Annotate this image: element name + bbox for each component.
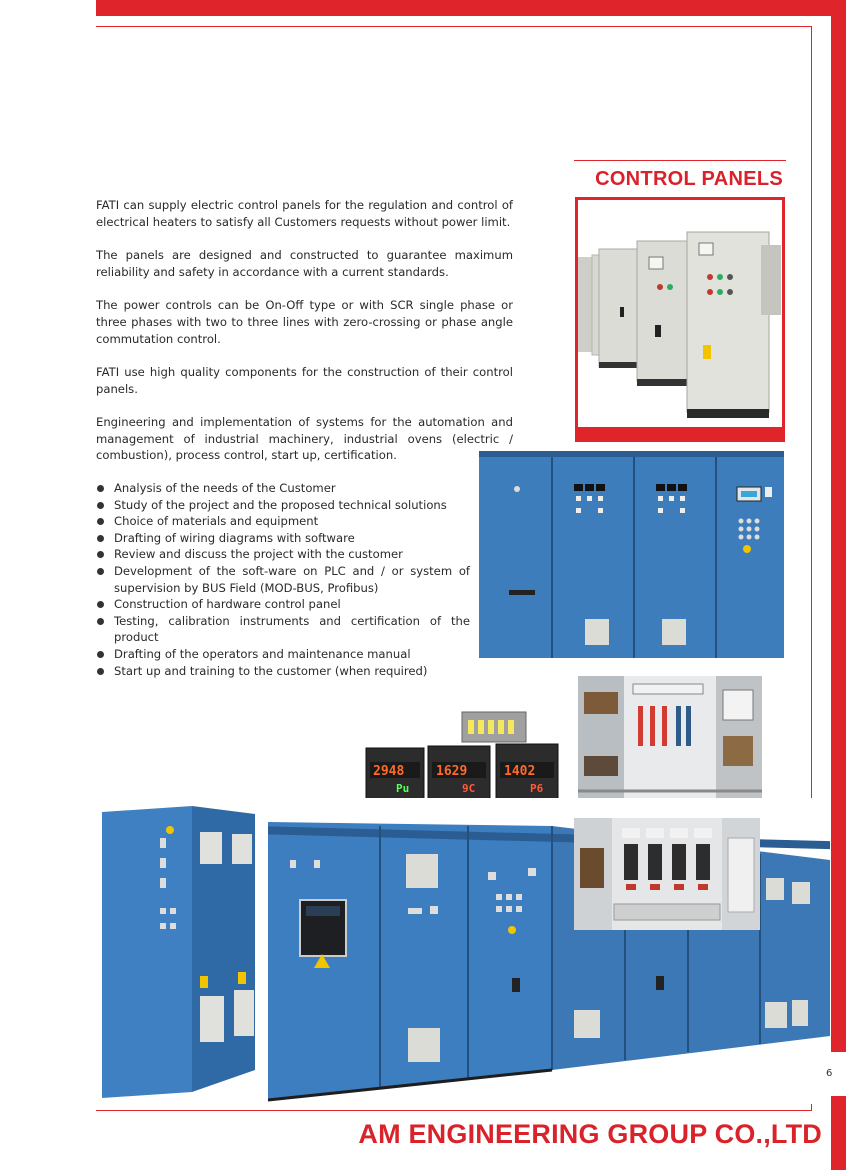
controller-display-bottom: 9C (462, 782, 476, 795)
controller-display-top: 1629 (436, 764, 468, 779)
scr-cabinet-photo (574, 818, 760, 930)
controller-display-top: 1402 (504, 764, 536, 779)
controller-display-bottom: P6 (530, 782, 544, 795)
blue-cabinets-photo (479, 451, 784, 658)
list-item: Review and discuss the project with the customer (96, 546, 470, 563)
list-item: Testing, calibration instruments and certification of the product (96, 613, 470, 646)
intro-text (96, 197, 513, 481)
controller-display-bottom: Pu (396, 782, 410, 795)
top-red-bar (96, 0, 831, 16)
list-item: Start up and training to the customer (when required) (96, 663, 470, 680)
list-item: Construction of hardware control panel (96, 596, 470, 613)
cabinet-interior-photo (578, 676, 762, 798)
list-item: Analysis of the needs of the Customer (96, 480, 470, 497)
list-item: Drafting of wiring diagrams with software (96, 530, 470, 547)
frame-line-bottom (96, 1110, 812, 1111)
grey-cabinets-photo (575, 197, 785, 442)
controller-display-top: 2948 (373, 764, 405, 779)
list-item: Choice of materials and equipment (96, 513, 470, 530)
paragraph: Engineering and implementation of systems for the automation and management of industrial machinery, industrial ovens (electric / combustion), process control, start up, certification. (96, 414, 513, 463)
title-rule (574, 160, 786, 161)
footer-company-name: AM ENGINEERING GROUP CO.,LTD (358, 1119, 822, 1149)
paragraph: The panels are designed and constructed to guarantee maximum reliability and safety in accordance with a current standards. (96, 247, 513, 279)
paragraph: FATI use high quality components for the construction of their control panels. (96, 364, 513, 396)
services-list (96, 480, 470, 679)
paragraph: The power controls can be On-Off type or with SCR single phase or three phases with two to three lines with zero-crossing or phase angle commutation control. (96, 297, 513, 346)
section-title: CONTROL PANELS (595, 168, 783, 190)
paragraph: FATI can supply electric control panels for the regulation and control of electrical heaters to satisfy all Customers requests without power limit. (96, 198, 513, 229)
right-red-bar (831, 0, 846, 1052)
list-item: Development of the soft-ware on PLC and / or system of supervision by BUS Field (MOD-BUS, Profibus) (96, 563, 470, 596)
frame-line-top (96, 26, 812, 27)
page-number: 6 (826, 1068, 833, 1079)
right-red-bar-bottom (831, 1096, 846, 1170)
list-item: Drafting of the operators and maintenance manual (96, 646, 470, 663)
list-item: Study of the project and the proposed technical solutions (96, 497, 470, 514)
